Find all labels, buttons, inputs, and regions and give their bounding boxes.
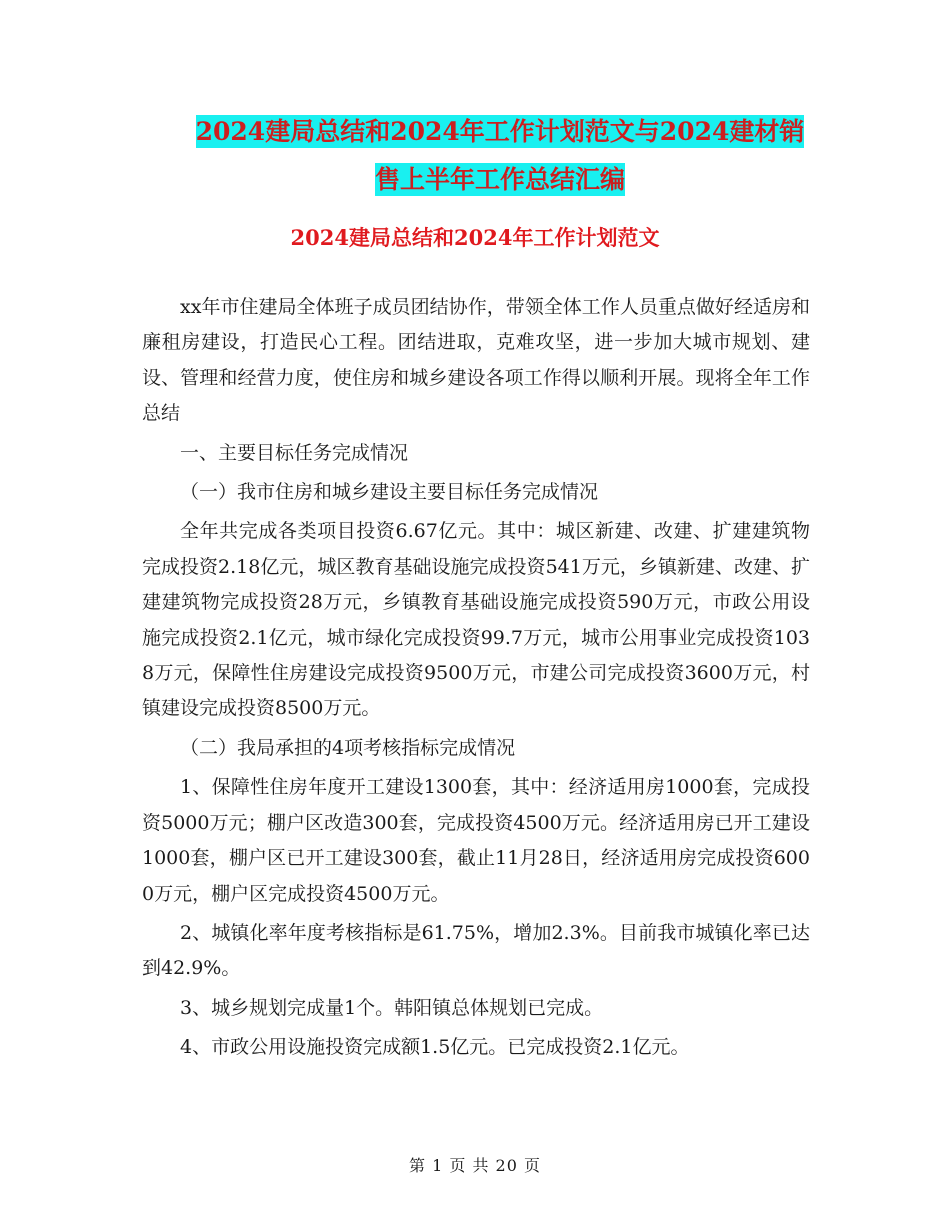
- paragraph-indicator-1: 1、保障性住房年度开工建设1300套，其中：经济适用房1000套，完成投资5000万元；棚户区改造300套，完成投资4500万元。经济适用房已开工建设1000套，棚户区已开工建设300套，截止11月28日，经济适用房完成投资6000万元，棚户区完成投资4500万元。: [142, 776, 810, 905]
- document-body: [142, 290, 810, 1070]
- document-title-line-2: 售上半年工作总结汇编: [374, 165, 625, 194]
- paragraph-indicator-4: 4、市政公用设施投资完成额1.5亿元。已完成投资2.1亿元。: [180, 1036, 690, 1059]
- page-footer: 第 1 页 共 20 页: [409, 1156, 541, 1175]
- document-title: [140, 108, 860, 204]
- paragraph-investment: 全年共完成各类项目投资6.67亿元。其中：城区新建、改建、扩建建筑物完成投资2.18亿元，城区教育基础设施完成投资541万元，乡镇新建、改建、扩建建筑物完成投资28万元，乡镇教育基础设施完成投资590万元，市政公用设施完成投资2.1亿元，城市绿化完成投资99.7万元，城市公用事业完成投资1038万元，保障性住房建设完成投资9500万元，市建公司完成投资3600万元，村镇建设完成投资8500万元。: [142, 520, 810, 720]
- paragraph-indicator-3: 3、城乡规划完成量1个。韩阳镇总体规划已完成。: [180, 996, 604, 1019]
- section-title: 2024建局总结和2024年工作计划范文: [290, 225, 660, 250]
- document-title-line-1: 2024建局总结和2024年工作计划范文与2024建材销: [195, 117, 805, 146]
- subheading-targets-completion: （一）我市住房和城乡建设主要目标任务完成情况: [180, 481, 599, 504]
- paragraph-indicator-2: 2、城镇化率年度考核指标是61.75%，增加2.3%。目前我市城镇化率已达到42.9%。: [142, 921, 810, 980]
- paragraph-intro: xx年市住建局全体班子成员团结协作，带领全体工作人员重点做好经适房和廉租房建设，打造民心工程。团结进取，克难攻坚，进一步加大城市规划、建设、管理和经营力度，使住房和城乡建设各项工作得以顺利开展。现将全年工作总结: [142, 296, 810, 425]
- heading-main-targets: 一、主要目标任务完成情况: [180, 441, 409, 464]
- subheading-assessment-indicators: （二）我局承担的4项考核指标完成情况: [180, 736, 516, 759]
